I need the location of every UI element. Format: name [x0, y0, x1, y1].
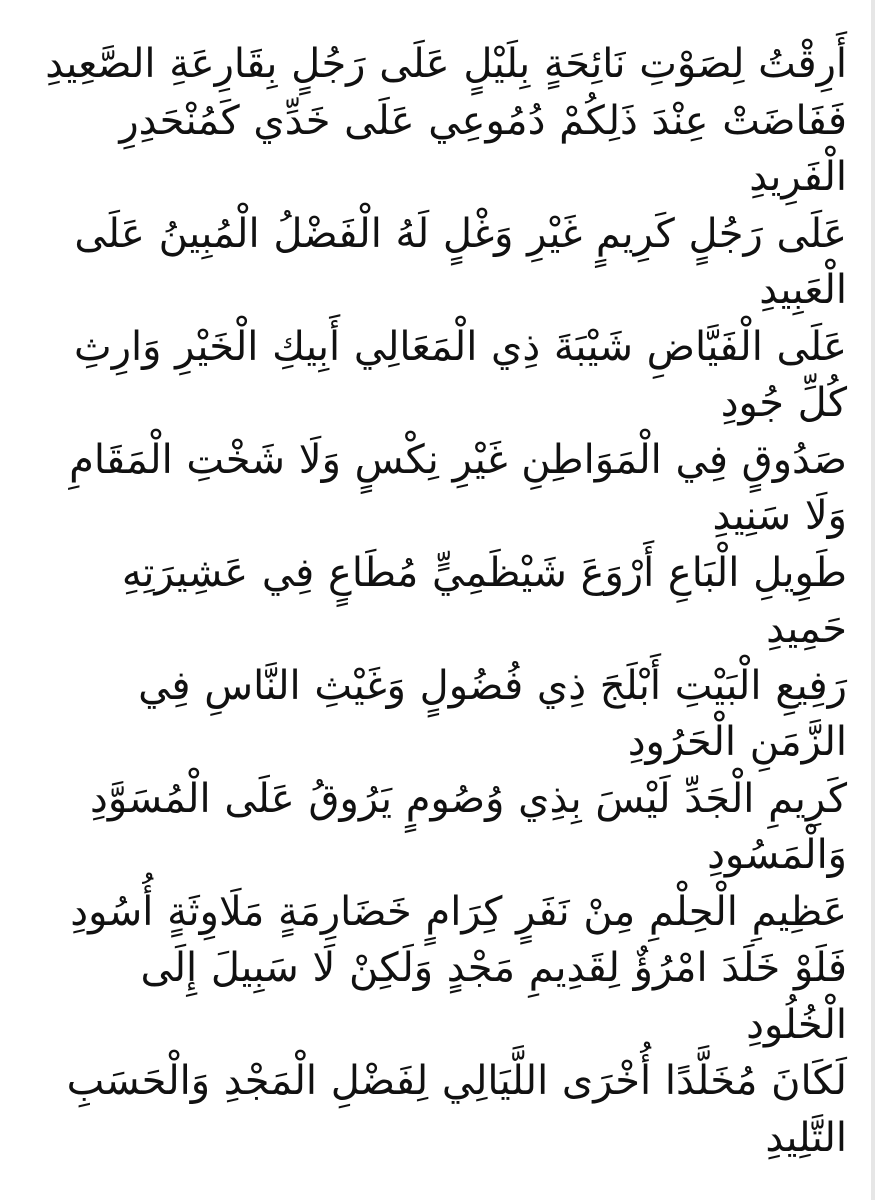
- poem-verse: فَلَوْ خَلَدَ امْرُؤٌ لِقَدِيمِ مَجْدٍ وَلَكِنْ لَا سَبِيلَ إِلَى الْخُلُودِ: [140, 945, 847, 1048]
- poem-verse: عَلَى رَجُلٍ كَرِيمٍ غَيْرِ وَغْلٍ لَهُ الْفَضْلُ الْمُبِينُ عَلَى الْعَبِيدِ: [74, 210, 847, 313]
- poem-verse: كَرِيمِ الْجَدِّ لَيْسَ بِذِي وُصُومٍ يَرُوقُ عَلَى الْمُسَوَّدِ وَالْمَسُودِ: [90, 775, 847, 878]
- poem-verse: عَلَى الْفَيَّاضِ شَيْبَةَ ذِي الْمَعَالِي أَبِيكِ الْخَيْرِ وَارِثِ كُلِّ جُودِ: [74, 323, 847, 426]
- poem-verse: أَرِقْتُ لِصَوْتِ نَائِحَةٍ بِلَيْلٍ عَلَى رَجُلٍ بِقَارِعَةِ الصَّعِيدِ: [45, 41, 847, 87]
- poem-verse: رَفِيعِ الْبَيْتِ أَبْلَجَ ذِي فُضُولٍ وَغَيْثِ النَّاسِ فِي الزَّمَنِ الْحَرُودِ: [138, 662, 847, 765]
- poem-verse: عَظِيمِ الْحِلْمِ مِنْ نَفَرٍ كِرَامٍ خَضَارِمَةٍ مَلَاوِثَةٍ أُسُودِ: [70, 888, 847, 935]
- poem-verse: طَوِيلِ الْبَاعِ أَرْوَعَ شَيْظَمِيٍّ مُطَاعٍ فِي عَشِيرَتِهِ حَمِيدِ: [121, 549, 847, 652]
- poem-verse: فَفَاضَتْ عِنْدَ ذَلِكُمْ دُمُوعِي عَلَى خَدِّي كَمُنْحَدِرِ الْفَرِيدِ: [119, 97, 847, 200]
- poem-text: [40, 36, 847, 1166]
- poem-verse: صَدُوقٍ فِي الْمَوَاطِنِ غَيْرِ نِكْسٍ وَلَا شَخْتِ الْمَقَامِ وَلَا سَنِيدِ: [69, 436, 847, 539]
- page-edge-divider: [871, 0, 875, 1200]
- poem-verse: لَكَانَ مُخَلَّدًا أُخْرَى اللَّيَالِي لِفَضْلِ الْمَجْدِ وَالْحَسَبِ التَّلِيدِ: [66, 1058, 847, 1161]
